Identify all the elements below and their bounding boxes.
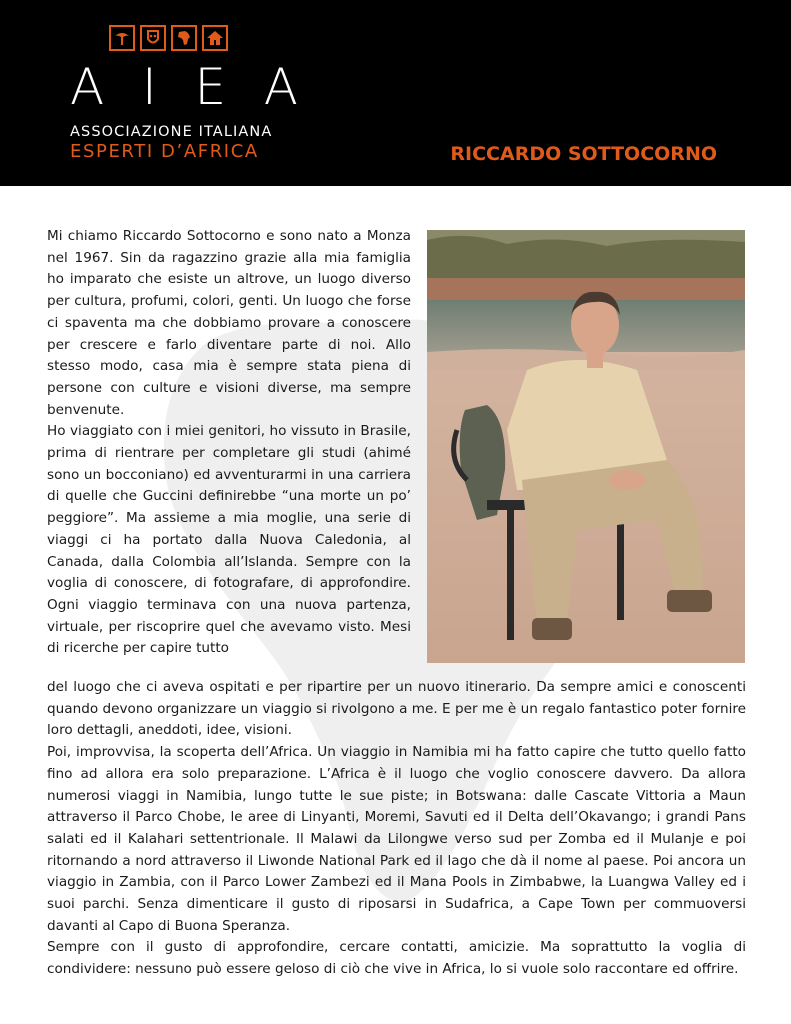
logo-letter: E — [194, 58, 227, 116]
paragraph: Mi chiamo Riccardo Sottocorno e sono nato a Monza nel 1967. Sin da ragazzino grazie alla mia famiglia ho imparato che esiste un altrove, un luogo diverso per cultura, profumi, colori, genti. Un luogo che forse ci spaventa ma che dobbiamo provare a conoscere per crescere e farlo diventare parte di noi. Allo stesso modo, casa mia è sempre stata piena di persone con culture e visioni diverse, ma sempre benvenute. — [47, 228, 411, 418]
logo-subtitle-line2: ESPERTI D’AFRICA — [70, 141, 259, 162]
mask-icon — [140, 25, 166, 51]
logo-wordmark — [70, 58, 298, 116]
africa-map-icon — [171, 25, 197, 51]
logo-icons — [109, 25, 228, 51]
hut-icon — [202, 25, 228, 51]
paragraph: Poi, improvvisa, la scoperta dell’Africa. Un viaggio in Namibia mi ha fatto capire che tutto quello fatto fino ad allora era solo preparazione. L’Africa è il luogo che voglio conoscere davvero. Da allora numerosi viaggi in Namibia, lungo tutte le sue piste; in Botswana: dalle Cascate Vittoria a Maun attraverso il Parco Chobe, le aree di Linyanti, Moremi, Savuti ed il Delta dell’Okavango; i grandi Pans salati ed il Kalahari settentrionale. Il Malawi da Lilongwe verso sud per Zomba ed il Mulanje e poi ritornando a nord attraverso il Liwonde National Park ed il lago che dà il nome al paese. Poi ancora un viaggio in Zambia, con il Parco Lower Zambezi ed il Mana Pools in Zimbabwe, la Luangwa Valley ed i suoi parchi. Senza dimenticare il gusto di riposarsi in Sudafrica, a Cape Town per commuoversi davanti al Capo di Buona Speranza. — [47, 744, 746, 934]
logo-letter: I — [141, 58, 157, 116]
paragraph: Sempre con il gusto di approfondire, cercare contatti, amicizie. Ma soprattutto la voglia di condividere: nessuno può essere geloso di ciò che vive in Africa, lo si vuole solo raccontare ed offrire. — [47, 939, 746, 978]
logo-letter: A — [70, 58, 105, 116]
page-title: RICCARDO SOTTOCORNO — [450, 143, 717, 165]
logo-subtitle-line1: ASSOCIAZIONE ITALIANA — [70, 124, 273, 140]
paragraph: del luogo che ci aveva ospitati e per ripartire per un nuovo itinerario. Da sempre amici e conoscenti quando devono organizzare un viaggio si rivolgono a me. E per me è un regalo fantastico poter fornire loro dettagli, aneddoti, idee, visioni. — [47, 679, 746, 739]
tree-icon — [109, 25, 135, 51]
logo-letter: A — [263, 58, 298, 116]
header-bar — [0, 0, 791, 186]
main-body-text — [47, 677, 746, 981]
portrait-photo — [427, 230, 745, 663]
intro-column-text — [47, 226, 411, 660]
paragraph: Ho viaggiato con i miei genitori, ho vissuto in Brasile, prima di rientrare per completare gli studi (ahimé sono un bocconiano) ed avventurarmi in una carriera di quelle che Guccini definirebbe “una morte un po’ peggiore”. Ma assieme a mia moglie, una serie di viaggi ci ha portato dalla Nuova Caledonia, al Canada, dalla Colombia all’Islanda. Sempre con la voglia di conoscere, di fotografare, di approfondire. Ogni viaggio terminava con una nuova partenza, virtuale, per riscoprire quel che avevamo visto. Mesi di ricerche per capire tutto — [47, 423, 411, 657]
